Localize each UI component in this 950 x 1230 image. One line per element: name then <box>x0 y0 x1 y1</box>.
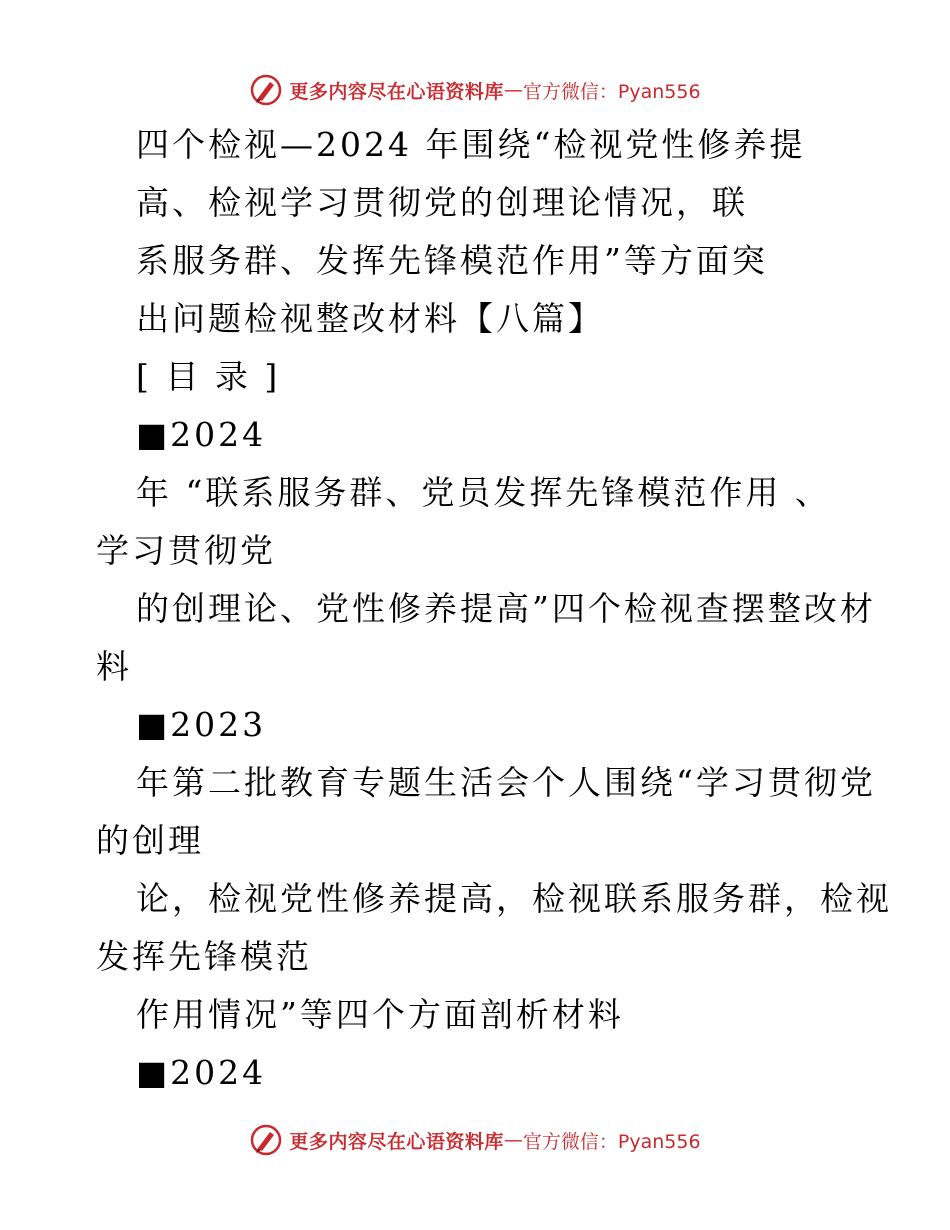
pen-logo-icon <box>249 1123 283 1157</box>
banner-group <box>249 73 700 107</box>
banner-text: 更多内容尽在心语资料库 <box>289 80 504 103</box>
toc-entry-marker: ■2024 <box>136 415 267 454</box>
toc-entry-line-cont: 料 <box>96 647 132 686</box>
banner-dash: — <box>503 1129 523 1151</box>
toc-entry-line-cont: 的创理 <box>96 821 204 860</box>
toc-entry-marker: ■2023 <box>136 705 267 744</box>
toc-entry-line: 的创理论、党性修养提高”四个检视查摆整改材 <box>136 589 876 628</box>
toc-entry-line: 年第二批教育专题生活会个人围绕“学习贯彻党 <box>136 763 876 802</box>
footer-banner <box>0 1120 950 1160</box>
pen-logo-icon <box>249 73 283 107</box>
toc-entry-line: 作用情况”等四个方面剖析材料 <box>136 995 624 1034</box>
toc-entry-line: 年 “联系服务群、党员发挥先锋模范作用 、 <box>136 473 831 512</box>
banner-wechat: 官方微信：Pyan556 <box>522 80 701 103</box>
document-body <box>96 116 892 1102</box>
title-line: 四个检视—2024 年围绕“检视党性修养提 <box>136 125 806 164</box>
title-line: 高、检视学习贯彻党的创理论情况，联 <box>136 183 748 222</box>
header-banner <box>0 70 950 110</box>
banner-group <box>249 1123 700 1157</box>
title-line: 系服务群、发挥先锋模范作用”等方面突 <box>136 241 768 280</box>
banner-dash: — <box>503 79 523 101</box>
toc-heading: [ 目 录 ] <box>136 357 281 396</box>
toc-entry-marker: ■2024 <box>136 1053 267 1092</box>
title-line: 出问题检视整改材料【八篇】 <box>136 299 604 338</box>
toc-entry-line: 论，检视党性修养提高，检视联系服务群，检视 <box>136 879 892 918</box>
banner-wechat: 官方微信：Pyan556 <box>522 1130 701 1153</box>
toc-entry-line-cont: 学习贯彻党 <box>96 531 276 570</box>
banner-text: 更多内容尽在心语资料库 <box>289 1130 504 1153</box>
toc-entry-line-cont: 发挥先锋模范 <box>96 937 312 976</box>
